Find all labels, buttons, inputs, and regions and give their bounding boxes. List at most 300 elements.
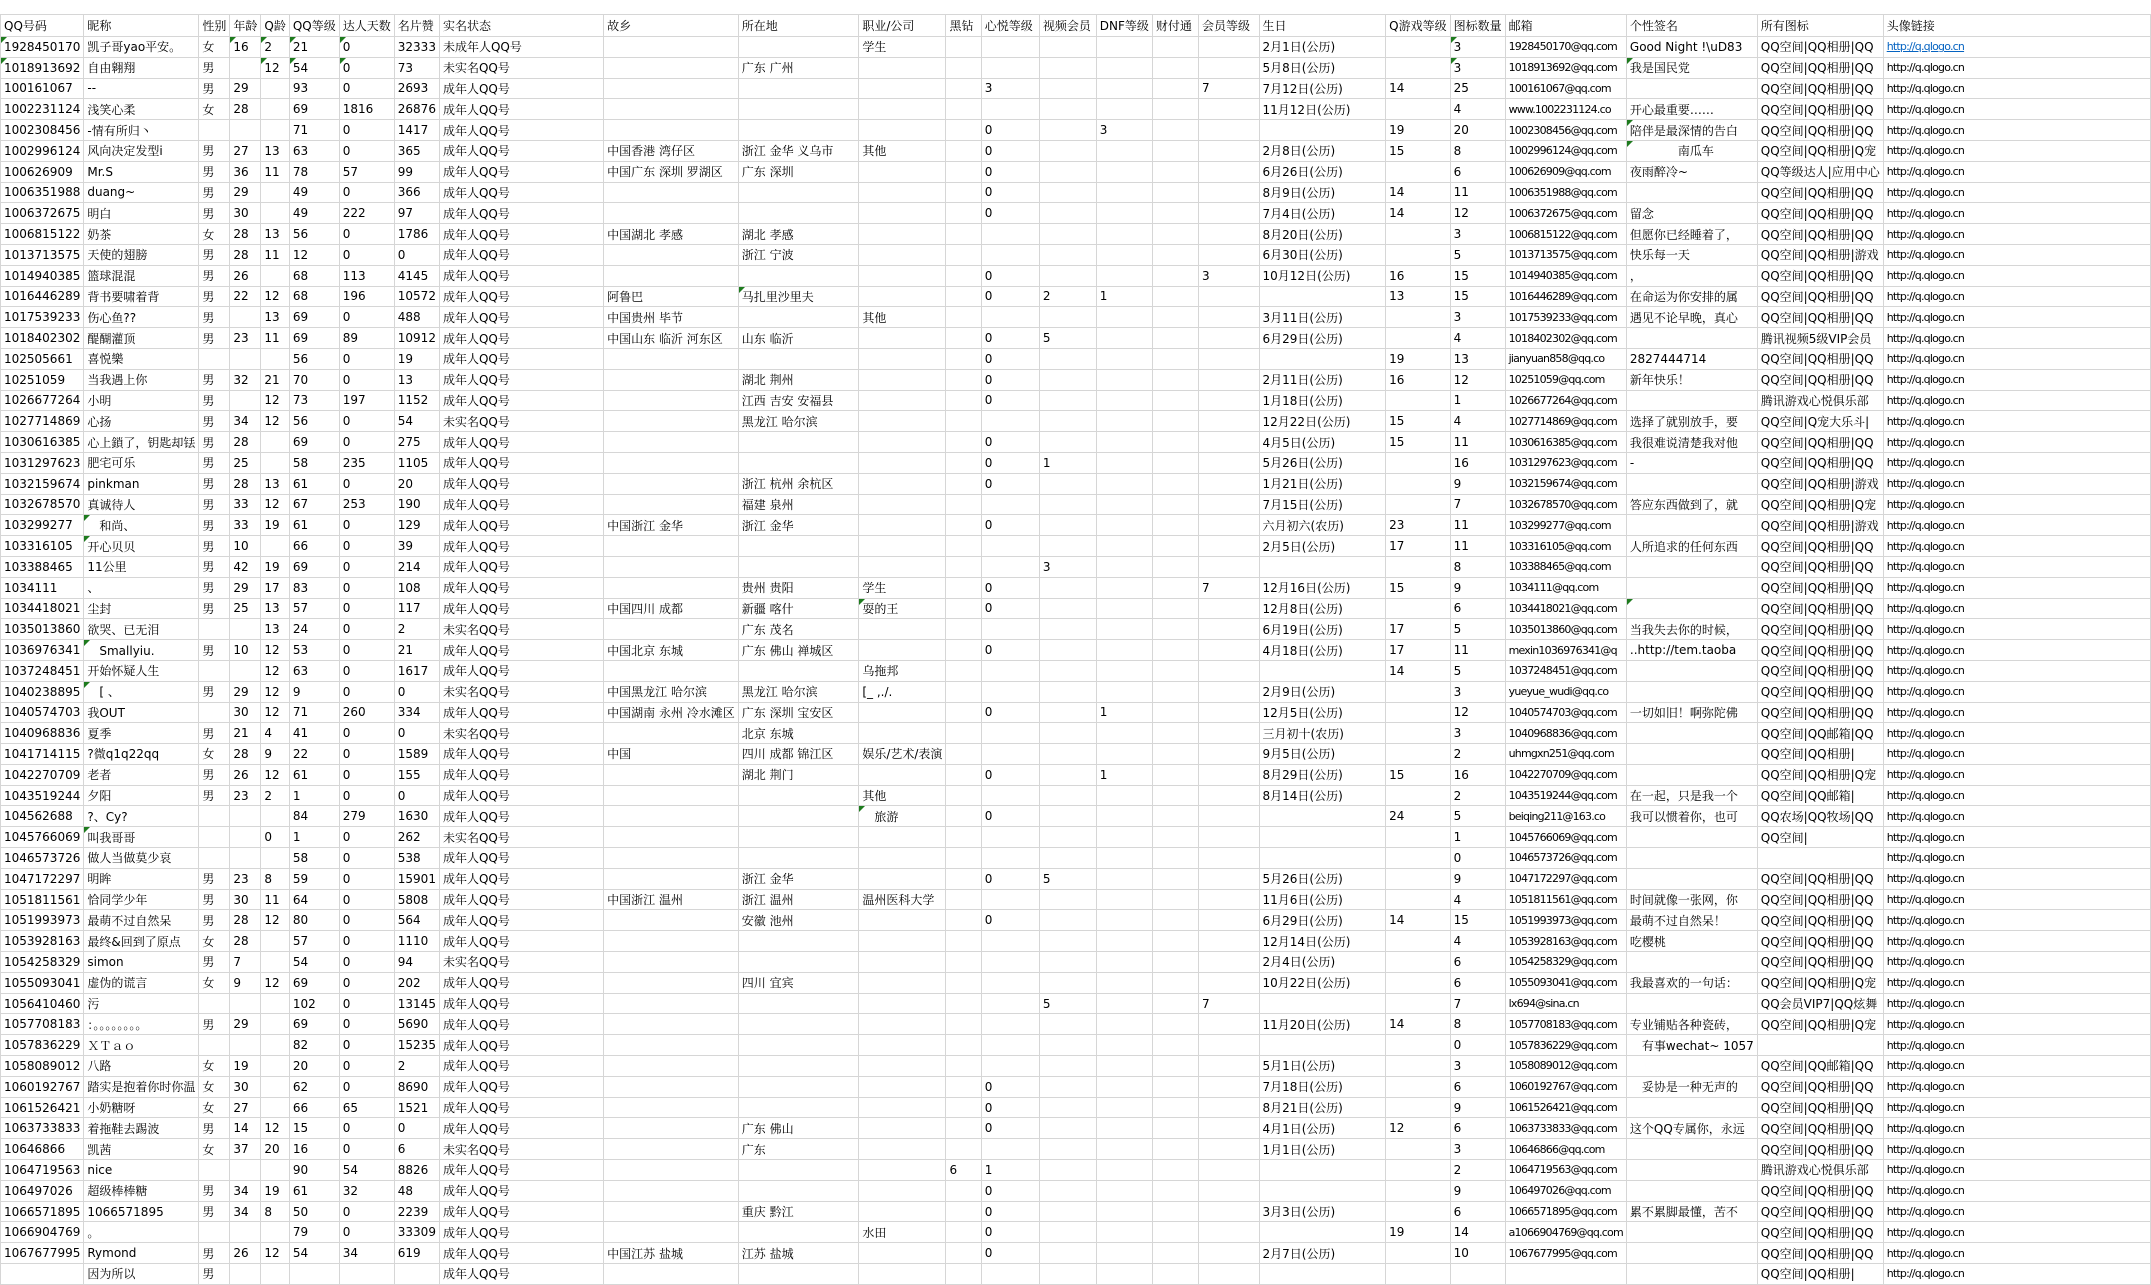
- cell[interactable]: [1883, 57, 2150, 78]
- cell[interactable]: 0: [339, 556, 394, 577]
- avatar-link[interactable]: http://q.qlogo.cn: [1886, 165, 1965, 179]
- cell[interactable]: 南瓜车: [1626, 140, 1757, 161]
- cell[interactable]: [1096, 140, 1152, 161]
- cell[interactable]: 1066571895: [1, 1201, 84, 1222]
- avatar-link[interactable]: http://q.qlogo.cn: [1886, 830, 1965, 844]
- cell[interactable]: 1056410460: [1, 993, 84, 1014]
- cell[interactable]: [1198, 1056, 1259, 1077]
- cell[interactable]: 0: [339, 827, 394, 848]
- cell[interactable]: 0: [981, 806, 1039, 827]
- cell[interactable]: [1386, 1076, 1450, 1097]
- cell[interactable]: 成年人QQ号: [439, 868, 603, 889]
- cell[interactable]: 1061526421: [1, 1097, 84, 1118]
- cell[interactable]: 100161067@qq.com: [1505, 78, 1626, 99]
- cell[interactable]: [1039, 140, 1096, 161]
- cell[interactable]: 7月18日(公历): [1259, 1076, 1386, 1097]
- cell[interactable]: [1626, 868, 1757, 889]
- cell[interactable]: [1152, 120, 1198, 141]
- cell[interactable]: 污: [84, 993, 199, 1014]
- cell[interactable]: [1626, 515, 1757, 536]
- cell[interactable]: [1386, 702, 1450, 723]
- cell[interactable]: 0: [1450, 1035, 1505, 1056]
- cell[interactable]: 7月15日(公历): [1259, 494, 1386, 515]
- cell[interactable]: 0: [981, 910, 1039, 931]
- cell[interactable]: 3: [1450, 37, 1505, 58]
- cell[interactable]: 1040968836@qq.com: [1505, 723, 1626, 744]
- cell[interactable]: [1883, 1243, 2150, 1264]
- cell[interactable]: 男: [199, 244, 230, 265]
- cell[interactable]: 0: [339, 515, 394, 536]
- cell[interactable]: [1883, 203, 2150, 224]
- cell[interactable]: [1386, 57, 1450, 78]
- cell[interactable]: [1198, 827, 1259, 848]
- cell[interactable]: 15235: [394, 1035, 439, 1056]
- cell[interactable]: 9: [230, 972, 261, 993]
- cell[interactable]: 24: [289, 619, 339, 640]
- cell[interactable]: 19: [261, 556, 289, 577]
- cell[interactable]: 山东 临沂: [738, 328, 859, 349]
- cell[interactable]: [604, 411, 739, 432]
- cell[interactable]: 0: [339, 536, 394, 557]
- cell[interactable]: 21: [230, 723, 261, 744]
- cell[interactable]: 中国贵州 毕节: [604, 307, 739, 328]
- cell[interactable]: 33309: [394, 1222, 439, 1243]
- cell[interactable]: 成年人QQ号: [439, 473, 603, 494]
- cell[interactable]: [1198, 1243, 1259, 1264]
- cell[interactable]: uhmgxn251@qq.com: [1505, 744, 1626, 765]
- cell[interactable]: 3: [1096, 120, 1152, 141]
- cell[interactable]: [1096, 78, 1152, 99]
- cell[interactable]: [1096, 785, 1152, 806]
- cell[interactable]: 成年人QQ号: [439, 848, 603, 869]
- cell[interactable]: 着拖鞋去踢波: [84, 1118, 199, 1139]
- cell[interactable]: [1152, 452, 1198, 473]
- cell[interactable]: lx694@sina.cn: [1505, 993, 1626, 1014]
- cell[interactable]: 3: [1450, 57, 1505, 78]
- cell[interactable]: [738, 993, 859, 1014]
- cell[interactable]: 成年人QQ号: [439, 494, 603, 515]
- cell[interactable]: [1883, 452, 2150, 473]
- cell[interactable]: 12月14日(公历): [1259, 931, 1386, 952]
- cell[interactable]: 366: [394, 182, 439, 203]
- cell[interactable]: [1152, 390, 1198, 411]
- cell[interactable]: 12: [261, 57, 289, 78]
- cell[interactable]: [1096, 556, 1152, 577]
- cell[interactable]: [738, 203, 859, 224]
- avatar-link[interactable]: http://q.qlogo.cn: [1886, 809, 1965, 823]
- cell[interactable]: [1152, 577, 1198, 598]
- cell[interactable]: 6: [1450, 161, 1505, 182]
- cell[interactable]: [261, 1222, 289, 1243]
- cell[interactable]: 1051993973: [1, 910, 84, 931]
- cell[interactable]: ..http://tem.taoba: [1626, 640, 1757, 661]
- cell[interactable]: [261, 1076, 289, 1097]
- cell[interactable]: [1883, 432, 2150, 453]
- cell[interactable]: [1883, 993, 2150, 1014]
- cell[interactable]: [1198, 744, 1259, 765]
- cell[interactable]: 6月19日(公历): [1259, 619, 1386, 640]
- cell[interactable]: 69: [289, 307, 339, 328]
- cell[interactable]: 和尚、: [84, 515, 199, 536]
- cell[interactable]: 0: [339, 785, 394, 806]
- avatar-link[interactable]: http://q.qlogo.cn: [1886, 1163, 1965, 1177]
- cell[interactable]: 喜悦樂: [84, 348, 199, 369]
- cell[interactable]: 江苏 盐城: [738, 1243, 859, 1264]
- cell[interactable]: [1096, 723, 1152, 744]
- cell[interactable]: [604, 1180, 739, 1201]
- cell[interactable]: 1: [1096, 702, 1152, 723]
- cell[interactable]: 253: [339, 494, 394, 515]
- cell[interactable]: [1883, 1118, 2150, 1139]
- cell[interactable]: [199, 1160, 230, 1181]
- cell[interactable]: [1505, 1264, 1626, 1285]
- cell[interactable]: [261, 952, 289, 973]
- cell[interactable]: 中国四川 成都: [604, 598, 739, 619]
- cell[interactable]: QQ空间|QQ相册|QQ: [1757, 203, 1883, 224]
- cell[interactable]: 男: [199, 140, 230, 161]
- cell[interactable]: 6: [1450, 1118, 1505, 1139]
- cell[interactable]: 0: [339, 764, 394, 785]
- cell[interactable]: QQ空间|QQ相册|QQ: [1757, 702, 1883, 723]
- column-header-8[interactable]: 名片赞: [394, 15, 439, 37]
- cell[interactable]: [946, 348, 981, 369]
- cell[interactable]: [981, 57, 1039, 78]
- cell[interactable]: 15901: [394, 868, 439, 889]
- cell[interactable]: 15: [1386, 411, 1450, 432]
- cell[interactable]: [1883, 1076, 2150, 1097]
- cell[interactable]: [859, 78, 946, 99]
- cell[interactable]: 成年人QQ号: [439, 203, 603, 224]
- avatar-link[interactable]: http://q.qlogo.cn: [1886, 269, 1965, 283]
- cell[interactable]: 19: [394, 348, 439, 369]
- cell[interactable]: 黑龙江 哈尔滨: [738, 411, 859, 432]
- cell[interactable]: 0: [339, 723, 394, 744]
- cell[interactable]: 10月12日(公历): [1259, 265, 1386, 286]
- cell[interactable]: Smallyiu.: [84, 640, 199, 661]
- cell[interactable]: 男: [199, 307, 230, 328]
- cell[interactable]: [859, 1056, 946, 1077]
- cell[interactable]: 广东 深圳 宝安区: [738, 702, 859, 723]
- cell[interactable]: [1883, 744, 2150, 765]
- cell[interactable]: [859, 1014, 946, 1035]
- cell[interactable]: [1198, 182, 1259, 203]
- cell[interactable]: 中国浙江 温州: [604, 889, 739, 910]
- cell[interactable]: 0: [981, 286, 1039, 307]
- cell[interactable]: [1198, 203, 1259, 224]
- cell[interactable]: 99: [394, 161, 439, 182]
- cell[interactable]: 7: [1450, 993, 1505, 1014]
- cell[interactable]: 17: [1386, 640, 1450, 661]
- cell[interactable]: 1034111@qq.com: [1505, 577, 1626, 598]
- cell[interactable]: 12: [261, 286, 289, 307]
- cell[interactable]: [1198, 556, 1259, 577]
- cell[interactable]: [1626, 1097, 1757, 1118]
- cell[interactable]: 4: [1450, 328, 1505, 349]
- avatar-link[interactable]: http://q.qlogo.cn: [1886, 1205, 1965, 1219]
- cell[interactable]: [230, 57, 261, 78]
- cell[interactable]: 5月8日(公历): [1259, 57, 1386, 78]
- cell[interactable]: QQ空间|QQ相册|游戏: [1757, 515, 1883, 536]
- cell[interactable]: [946, 1180, 981, 1201]
- cell[interactable]: 快乐每一天: [1626, 244, 1757, 265]
- cell[interactable]: [1198, 1014, 1259, 1035]
- cell[interactable]: [199, 1222, 230, 1243]
- cell[interactable]: 61: [289, 473, 339, 494]
- cell[interactable]: QQ空间|QQ相册|QQ: [1757, 598, 1883, 619]
- cell[interactable]: [1883, 1180, 2150, 1201]
- cell[interactable]: 0: [339, 848, 394, 869]
- cell[interactable]: 0: [339, 57, 394, 78]
- cell[interactable]: [1096, 328, 1152, 349]
- cell[interactable]: 12月8日(公历): [1259, 598, 1386, 619]
- cell[interactable]: [1096, 1264, 1152, 1285]
- cell[interactable]: [859, 328, 946, 349]
- cell[interactable]: 1786: [394, 224, 439, 245]
- cell[interactable]: [981, 848, 1039, 869]
- cell[interactable]: 女: [199, 224, 230, 245]
- cell[interactable]: [946, 1118, 981, 1139]
- cell[interactable]: [1198, 328, 1259, 349]
- cell[interactable]: [1883, 806, 2150, 827]
- cell[interactable]: 男: [199, 182, 230, 203]
- cell[interactable]: [1883, 286, 2150, 307]
- cell[interactable]: [1626, 1243, 1757, 1264]
- cell[interactable]: [859, 369, 946, 390]
- cell[interactable]: 女: [199, 99, 230, 120]
- cell[interactable]: QQ空间|QQ相册|游戏: [1757, 244, 1883, 265]
- cell[interactable]: [1198, 619, 1259, 640]
- cell[interactable]: 1032678570: [1, 494, 84, 515]
- cell[interactable]: [1198, 224, 1259, 245]
- cell[interactable]: 12: [261, 390, 289, 411]
- cell[interactable]: [604, 1222, 739, 1243]
- cell[interactable]: 11: [1450, 515, 1505, 536]
- avatar-link[interactable]: http://q.qlogo.cn: [1886, 872, 1965, 886]
- cell[interactable]: 中国北京 东城: [604, 640, 739, 661]
- cell[interactable]: 4月5日(公历): [1259, 432, 1386, 453]
- cell[interactable]: [1626, 723, 1757, 744]
- cell[interactable]: [1152, 889, 1198, 910]
- cell[interactable]: 73: [394, 57, 439, 78]
- cell[interactable]: [1096, 390, 1152, 411]
- cell[interactable]: [1883, 494, 2150, 515]
- cell[interactable]: [1152, 744, 1198, 765]
- cell[interactable]: 女: [199, 1056, 230, 1077]
- cell[interactable]: 7: [230, 952, 261, 973]
- cell[interactable]: 1051811561@qq.com: [1505, 889, 1626, 910]
- cell[interactable]: 14: [1450, 1222, 1505, 1243]
- cell[interactable]: [604, 556, 739, 577]
- column-header-6[interactable]: QQ等级: [289, 15, 339, 37]
- cell[interactable]: a1066904769@qq.com: [1505, 1222, 1626, 1243]
- cell[interactable]: 小奶糖呀: [84, 1097, 199, 1118]
- cell[interactable]: [261, 848, 289, 869]
- cell[interactable]: 1051811561: [1, 889, 84, 910]
- cell[interactable]: 10: [1450, 1243, 1505, 1264]
- cell[interactable]: 0: [339, 993, 394, 1014]
- cell[interactable]: -情有所归丶: [84, 120, 199, 141]
- cell[interactable]: [1152, 1222, 1198, 1243]
- cell[interactable]: 73: [289, 390, 339, 411]
- cell[interactable]: 7: [1198, 577, 1259, 598]
- cell[interactable]: [1152, 140, 1198, 161]
- cell[interactable]: 1064719563@qq.com: [1505, 1160, 1626, 1181]
- cell[interactable]: 成年人QQ号: [439, 1264, 603, 1285]
- cell[interactable]: [1259, 1035, 1386, 1056]
- cell[interactable]: QQ空间|QQ相册|QQ: [1757, 910, 1883, 931]
- column-header-24[interactable]: 所有图标: [1757, 15, 1883, 37]
- cell[interactable]: [199, 702, 230, 723]
- cell[interactable]: 66: [289, 1097, 339, 1118]
- cell[interactable]: 7: [1198, 78, 1259, 99]
- cell[interactable]: 6: [1450, 598, 1505, 619]
- cell[interactable]: 20: [261, 1139, 289, 1160]
- cell[interactable]: 男: [199, 785, 230, 806]
- cell[interactable]: 2: [394, 619, 439, 640]
- cell[interactable]: [604, 1118, 739, 1139]
- cell[interactable]: [1386, 390, 1450, 411]
- cell[interactable]: 伤心鱼??: [84, 307, 199, 328]
- cell[interactable]: [261, 931, 289, 952]
- avatar-link[interactable]: http://q.qlogo.cn: [1886, 1101, 1965, 1115]
- cell[interactable]: [1096, 515, 1152, 536]
- cell[interactable]: 但愿你已经睡着了，: [1626, 224, 1757, 245]
- cell[interactable]: 1013713575@qq.com: [1505, 244, 1626, 265]
- cell[interactable]: 214: [394, 556, 439, 577]
- cell[interactable]: 129: [394, 515, 439, 536]
- cell[interactable]: 0: [339, 1201, 394, 1222]
- cell[interactable]: 12: [1386, 1118, 1450, 1139]
- cell[interactable]: yueyue_wudi@qq.co: [1505, 681, 1626, 702]
- cell[interactable]: 1060192767: [1, 1076, 84, 1097]
- cell[interactable]: 学生: [859, 577, 946, 598]
- cell[interactable]: [1883, 556, 2150, 577]
- cell[interactable]: 0: [981, 764, 1039, 785]
- cell[interactable]: [946, 785, 981, 806]
- cell[interactable]: 4月1日(公历): [1259, 1118, 1386, 1139]
- cell[interactable]: 1057836229@qq.com: [1505, 1035, 1626, 1056]
- cell[interactable]: 心上鎖了，钥匙却铥: [84, 432, 199, 453]
- cell[interactable]: 29: [230, 78, 261, 99]
- cell[interactable]: [738, 1076, 859, 1097]
- cell[interactable]: 100626909@qq.com: [1505, 161, 1626, 182]
- cell[interactable]: 1030616385: [1, 432, 84, 453]
- cell[interactable]: 7月12日(公历): [1259, 78, 1386, 99]
- cell[interactable]: [946, 619, 981, 640]
- cell[interactable]: [604, 37, 739, 58]
- cell[interactable]: [1883, 889, 2150, 910]
- cell[interactable]: 最萌不过自然呆: [84, 910, 199, 931]
- cell[interactable]: [946, 1035, 981, 1056]
- column-header-1[interactable]: QQ号码: [1, 15, 84, 37]
- cell[interactable]: [1039, 244, 1096, 265]
- cell[interactable]: [1198, 1201, 1259, 1222]
- cell[interactable]: [859, 972, 946, 993]
- column-header-13[interactable]: 黑钻: [946, 15, 981, 37]
- cell[interactable]: 成年人QQ号: [439, 1201, 603, 1222]
- avatar-link[interactable]: http://q.qlogo.cn: [1886, 1142, 1965, 1156]
- cell[interactable]: [1883, 1139, 2150, 1160]
- cell[interactable]: [1039, 910, 1096, 931]
- cell[interactable]: 0: [339, 244, 394, 265]
- cell[interactable]: [738, 827, 859, 848]
- cell[interactable]: 1034418021@qq.com: [1505, 598, 1626, 619]
- cell[interactable]: 0: [339, 369, 394, 390]
- cell[interactable]: 1027714869: [1, 411, 84, 432]
- cell[interactable]: [981, 993, 1039, 1014]
- cell[interactable]: [1152, 161, 1198, 182]
- avatar-link[interactable]: http://q.qlogo.cn: [1886, 144, 1965, 158]
- cell[interactable]: 6: [1450, 952, 1505, 973]
- cell[interactable]: 3月11日(公历): [1259, 307, 1386, 328]
- cell[interactable]: QQ空间|QQ相册|QQ: [1757, 681, 1883, 702]
- cell[interactable]: [1386, 1035, 1450, 1056]
- cell[interactable]: 20: [289, 1056, 339, 1077]
- cell[interactable]: [604, 577, 739, 598]
- cell[interactable]: [1096, 952, 1152, 973]
- cell[interactable]: 0: [339, 931, 394, 952]
- avatar-link[interactable]: http://q.qlogo.cn: [1886, 497, 1965, 511]
- cell[interactable]: 1: [1096, 286, 1152, 307]
- avatar-link[interactable]: http://q.qlogo.cn: [1886, 102, 1965, 116]
- cell[interactable]: 71: [289, 702, 339, 723]
- cell[interactable]: 4: [261, 723, 289, 744]
- cell[interactable]: [1198, 536, 1259, 557]
- cell[interactable]: [946, 660, 981, 681]
- cell[interactable]: [738, 1056, 859, 1077]
- cell[interactable]: 54: [339, 1160, 394, 1181]
- column-header-20[interactable]: Q游戏等级: [1386, 15, 1450, 37]
- cell[interactable]: 男: [199, 369, 230, 390]
- cell[interactable]: [981, 972, 1039, 993]
- cell[interactable]: [946, 369, 981, 390]
- cell[interactable]: [1152, 598, 1198, 619]
- cell[interactable]: 3: [1450, 681, 1505, 702]
- cell[interactable]: 心扬: [84, 411, 199, 432]
- cell[interactable]: 0: [339, 744, 394, 765]
- avatar-link[interactable]: http://q.qlogo.cn: [1886, 622, 1965, 636]
- cell[interactable]: [1039, 37, 1096, 58]
- cell[interactable]: 选择了就别放手，要: [1626, 411, 1757, 432]
- cell[interactable]: 1051993973@qq.com: [1505, 910, 1626, 931]
- cell[interactable]: 19: [1386, 348, 1450, 369]
- cell[interactable]: QQ空间|QQ相册|QQ: [1757, 1097, 1883, 1118]
- cell[interactable]: [1152, 1264, 1198, 1285]
- cell[interactable]: [859, 452, 946, 473]
- cell[interactable]: [859, 868, 946, 889]
- cell[interactable]: 老者: [84, 764, 199, 785]
- cell[interactable]: 1152: [394, 390, 439, 411]
- cell[interactable]: 最萌不过自然呆！: [1626, 910, 1757, 931]
- avatar-link[interactable]: http://q.qlogo.cn: [1886, 1225, 1965, 1239]
- cell[interactable]: 102: [289, 993, 339, 1014]
- cell[interactable]: 明眸: [84, 868, 199, 889]
- cell[interactable]: 浙江 温州: [738, 889, 859, 910]
- cell[interactable]: [289, 1264, 339, 1285]
- cell[interactable]: [738, 1035, 859, 1056]
- cell[interactable]: [1039, 390, 1096, 411]
- cell[interactable]: 欲哭、已无泪: [84, 619, 199, 640]
- cell[interactable]: [1883, 99, 2150, 120]
- cell[interactable]: [946, 1243, 981, 1264]
- avatar-link[interactable]: http://q.qlogo.cn: [1886, 477, 1965, 491]
- cell[interactable]: [1198, 848, 1259, 869]
- cell[interactable]: 1026677264: [1, 390, 84, 411]
- cell[interactable]: [1883, 910, 2150, 931]
- cell[interactable]: [859, 619, 946, 640]
- cell[interactable]: 1040238895: [1, 681, 84, 702]
- cell[interactable]: 0: [981, 265, 1039, 286]
